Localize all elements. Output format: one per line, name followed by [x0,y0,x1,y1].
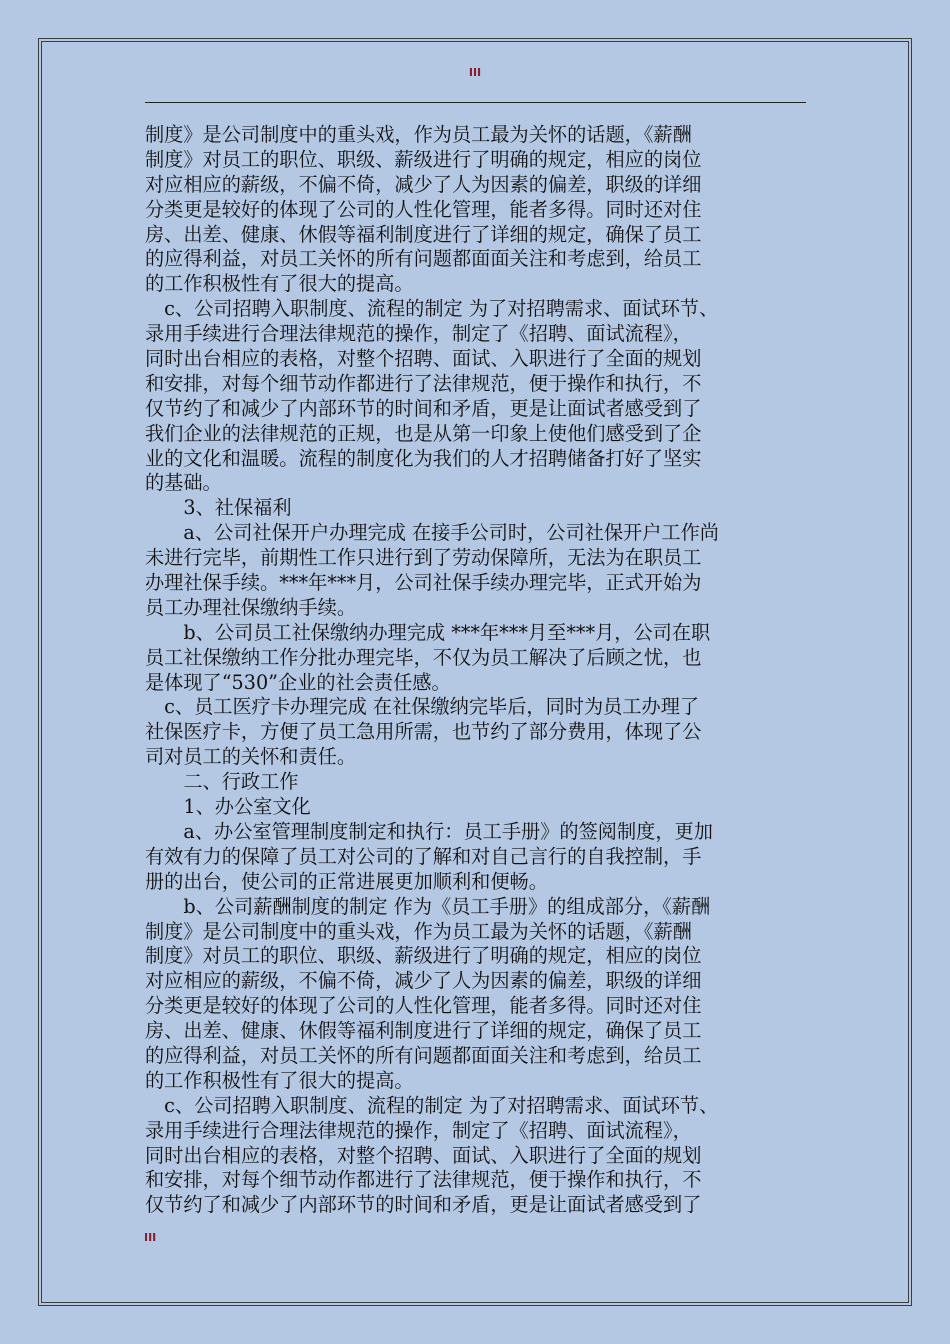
text-line: 有效有力的保障了员工对公司的了解和对自己言行的自我控制，手 [145,844,702,868]
text-line: 社保医疗卡，方便了员工急用所需，也节约了部分费用，体现了公 [145,720,702,744]
text-line: 制度》对员工的职位、职级、薪级进行了明确的规定，相应的岗位 [145,944,702,968]
text-line: 的基础。 [145,471,222,495]
text-line: 我们企业的法律规范的正规，也是从第一印象上使他们感受到了企 [145,421,702,445]
text-line: 员工办理社保缴纳手续。 [145,595,357,619]
text-line: 和安排，对每个细节动作都进行了法律规范，便于操作和执行，不 [145,1168,702,1192]
text-line: 员工社保缴纳工作分批办理完毕，不仅为员工解决了后顾之忧，也 [145,645,702,669]
text-line: 录用手续进行合理法律规范的操作，制定了《招聘、面试流程》， [145,322,692,346]
text-line: 仅节约了和减少了内部环节的时间和矛盾，更是让面试者感受到了 [145,1193,702,1217]
text-line: 分类更是较好的体现了公司的人性化管理，能者多得。同时还对住 [145,197,702,221]
footer-mark: III [144,1231,157,1244]
text-line: 同时出台相应的表格，对整个招聘、面试、入职进行了全面的规划 [145,347,702,371]
text-line: 的工作积极性有了很大的提高。 [145,272,414,296]
text-line: a、办公室管理制度制定和执行：员工手册》的签阅制度，更加 [145,819,713,843]
text-line: 录用手续进行合理法律规范的操作，制定了《招聘、面试流程》， [145,1118,692,1142]
text-line: 对应相应的薪级，不偏不倚，减少了人为因素的偏差，职级的详细 [145,172,702,196]
text-line: 业的文化和温暖。流程的制度化为我们的人才招聘储备打好了坚实 [145,446,702,470]
text-line: 同时出台相应的表格，对整个招聘、面试、入职进行了全面的规划 [145,1143,702,1167]
text-line: 1、办公室文化 [145,795,311,819]
text-line: a、公司社保开户办理完成 在接手公司时，公司社保开户工作尚 [145,521,719,545]
text-line: 仅节约了和减少了内部环节的时间和矛盾，更是让面试者感受到了 [145,396,702,420]
document-body [145,123,809,1218]
text-line: b、公司员工社保缴纳办理完成 ***年***月至***月，公司在职 [145,620,711,644]
text-line: c、公司招聘入职制度、流程的制定 为了对招聘需求、面试环节、 [145,297,719,321]
text-line: 是体现了“530”企业的社会责任感。 [145,670,451,694]
text-line: 制度》是公司制度中的重头戏，作为员工最为关怀的话题，《薪酬 [145,123,692,146]
text-line: 对应相应的薪级，不偏不倚，减少了人为因素的偏差，职级的详细 [145,969,702,993]
text-line: 的工作积极性有了很大的提高。 [145,1068,414,1092]
text-line: 制度》是公司制度中的重头戏，作为员工最为关怀的话题，《薪酬 [145,919,692,943]
text-line: c、员工医疗卡办理完成 在社保缴纳完毕后，同时为员工办理了 [145,695,700,719]
text-line: c、公司招聘入职制度、流程的制定 为了对招聘需求、面试环节、 [145,1093,719,1117]
text-line: 分类更是较好的体现了公司的人性化管理，能者多得。同时还对住 [145,994,702,1018]
text-line: 和安排，对每个细节动作都进行了法律规范，便于操作和执行，不 [145,371,702,395]
text-line: 的应得利益，对员工关怀的所有问题都面面关注和考虑到，给员工 [145,247,702,271]
text-line: 的应得利益，对员工关怀的所有问题都面面关注和考虑到，给员工 [145,1043,702,1067]
text-line: b、公司薪酬制度的制定 作为《员工手册》的组成部分，《薪酬 [145,894,711,918]
text-line: 房、出差、健康、休假等福利制度进行了详细的规定，确保了员工 [145,1019,702,1043]
text-line: 册的出台，使公司的正常进展更加顺利和便畅。 [145,869,548,893]
text-line: 办理社保手续。***年***月，公司社保手续办理完毕，正式开始为 [145,571,702,595]
text-line: 制度》对员工的职位、职级、薪级进行了明确的规定，相应的岗位 [145,147,702,171]
text-line: 3、社保福利 [145,496,292,520]
text-line: 房、出差、健康、休假等福利制度进行了详细的规定，确保了员工 [145,222,702,246]
text-line: 未进行完毕，前期性工作只进行到了劳动保障所，无法为在职员工 [145,546,702,570]
header-rule [145,102,806,103]
header-mark: III [468,66,482,79]
text-line: 司对员工的关怀和责任。 [145,745,357,769]
text-line: 二、行政工作 [145,770,299,794]
